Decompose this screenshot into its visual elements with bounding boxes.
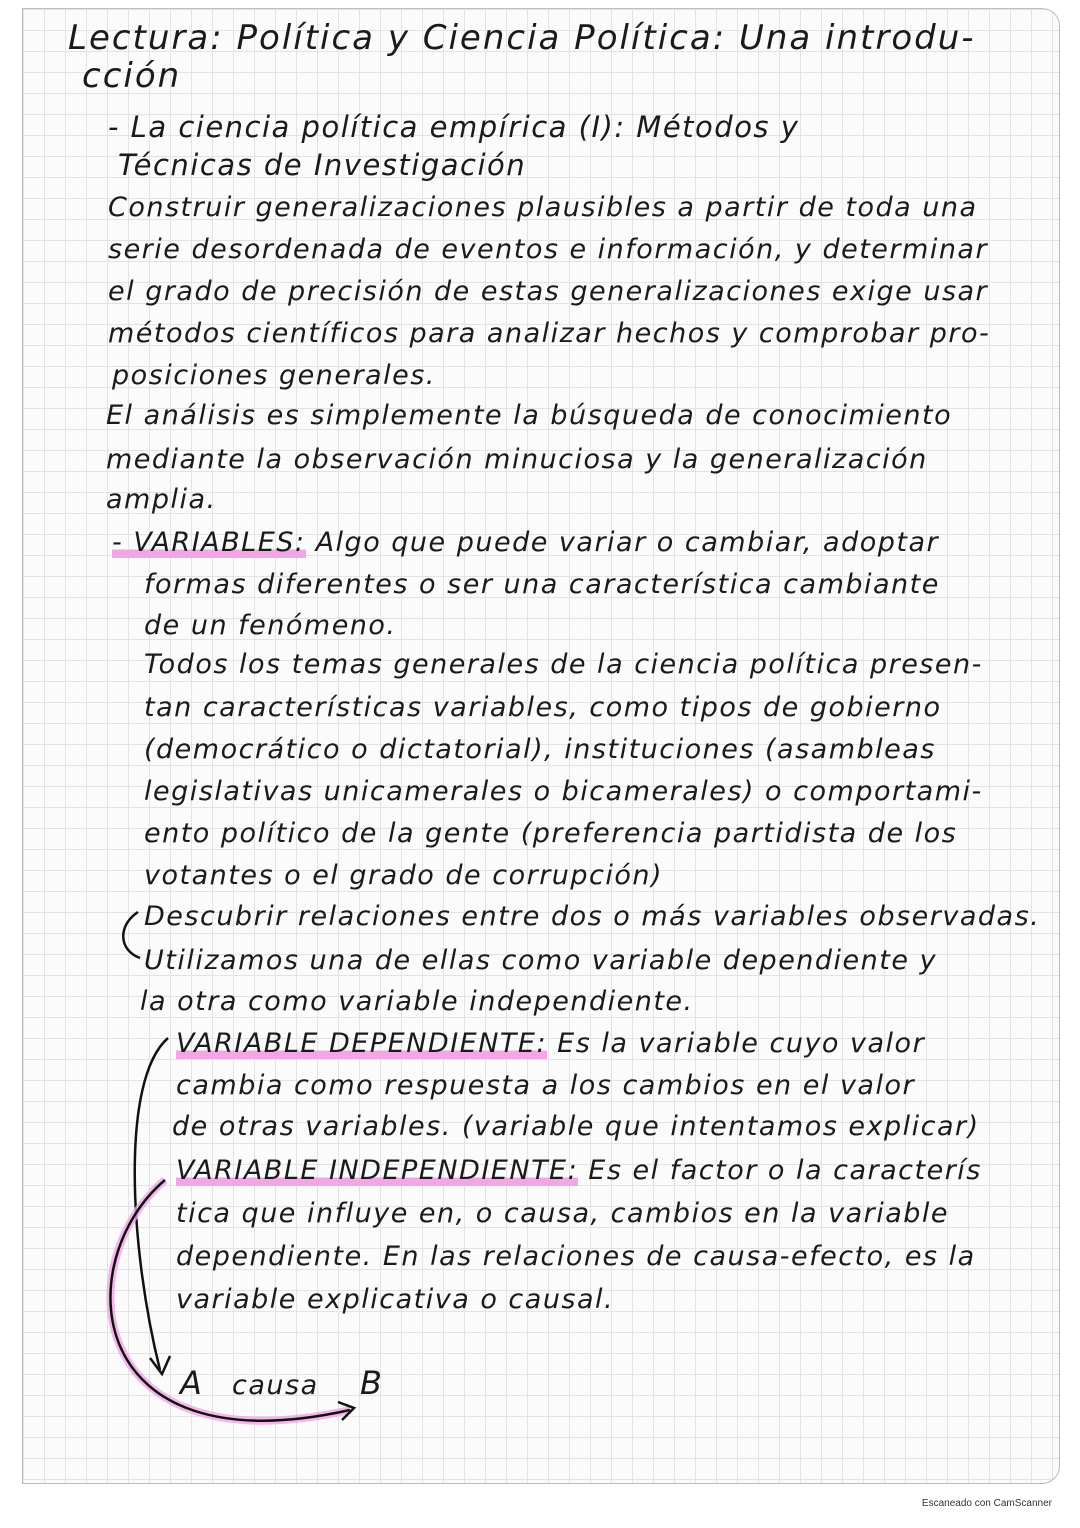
diagram-causa: causa	[232, 1370, 319, 1401]
text-line: tan características variables, como tipos de gobierno	[144, 692, 942, 723]
section-heading-1: - La ciencia política empírica (I): Métodos y	[108, 110, 800, 144]
text-line: tica que influye en, o causa, cambios en la variable	[176, 1198, 950, 1229]
text-line: de un fenómeno.	[144, 610, 397, 641]
text-line: mediante la observación minuciosa y la generalización	[106, 444, 928, 475]
text-line: la otra como variable independiente.	[140, 986, 694, 1017]
text-span: Es la variable cuyo valor	[547, 1028, 926, 1059]
independent-line-1	[176, 1155, 982, 1186]
text-span: Algo que puede variar o cambiar, adoptar	[305, 527, 940, 558]
text-line: formas diferentes o ser una característica cambiante	[144, 569, 940, 600]
text-line: dependiente. En las relaciones de causa-efecto, es la	[176, 1241, 976, 1272]
text-line: el grado de precisión de estas generalizaciones exige usar	[108, 276, 989, 307]
text-line: Utilizamos una de ellas como variable dependiente y	[144, 945, 938, 976]
text-line: amplia.	[106, 484, 217, 515]
text-line: de otras variables. (variable que intentamos explicar)	[172, 1111, 980, 1142]
bracket-arrow	[123, 912, 140, 958]
text-line: Construir generalizaciones plausibles a partir de toda una	[108, 192, 978, 223]
text-line: legislativas unicamerales o bicamerales) o comportami-	[144, 776, 983, 807]
text-line: El análisis es simplemente la búsqueda de conocimiento	[106, 400, 953, 431]
diagram-b: B	[360, 1364, 384, 1402]
dependent-label: VARIABLE DEPENDIENTE:	[176, 1028, 548, 1059]
text-line: cambia como respuesta a los cambios en el valor	[176, 1070, 916, 1101]
text-line: serie desordenada de eventos e información, y determinar	[108, 234, 989, 265]
section-heading-2: Técnicas de Investigación	[118, 148, 527, 182]
text-line: Todos los temas generales de la ciencia política presen-	[144, 649, 983, 680]
text-line: votantes o el grado de corrupción)	[144, 860, 664, 891]
text-line: Descubrir relaciones entre dos o más variables observadas.	[144, 901, 1041, 932]
dependent-line-1	[176, 1028, 925, 1059]
text-span: Es el factor o la caracterís	[578, 1155, 982, 1186]
diagram-a: A	[180, 1364, 204, 1402]
variables-label: - VARIABLES:	[112, 527, 306, 558]
text-line: variable explicativa o causal.	[176, 1284, 615, 1315]
text-line: métodos científicos para analizar hechos y comprobar pro-	[108, 318, 991, 349]
text-line: posiciones generales.	[112, 360, 436, 391]
text-line: ento político de la gente (preferencia partidista de los	[144, 818, 958, 849]
independent-label: VARIABLE INDEPENDIENTE:	[176, 1155, 579, 1186]
title-line-2: cción	[82, 56, 182, 96]
text-line: (democrático o dictatorial), instituciones (asambleas	[144, 734, 936, 765]
variables-line-1	[112, 527, 939, 558]
title-line-1: Lectura: Política y Ciencia Política: Una introdu-	[68, 18, 976, 58]
scanner-watermark: Escaneado con CamScanner	[921, 1498, 1052, 1509]
